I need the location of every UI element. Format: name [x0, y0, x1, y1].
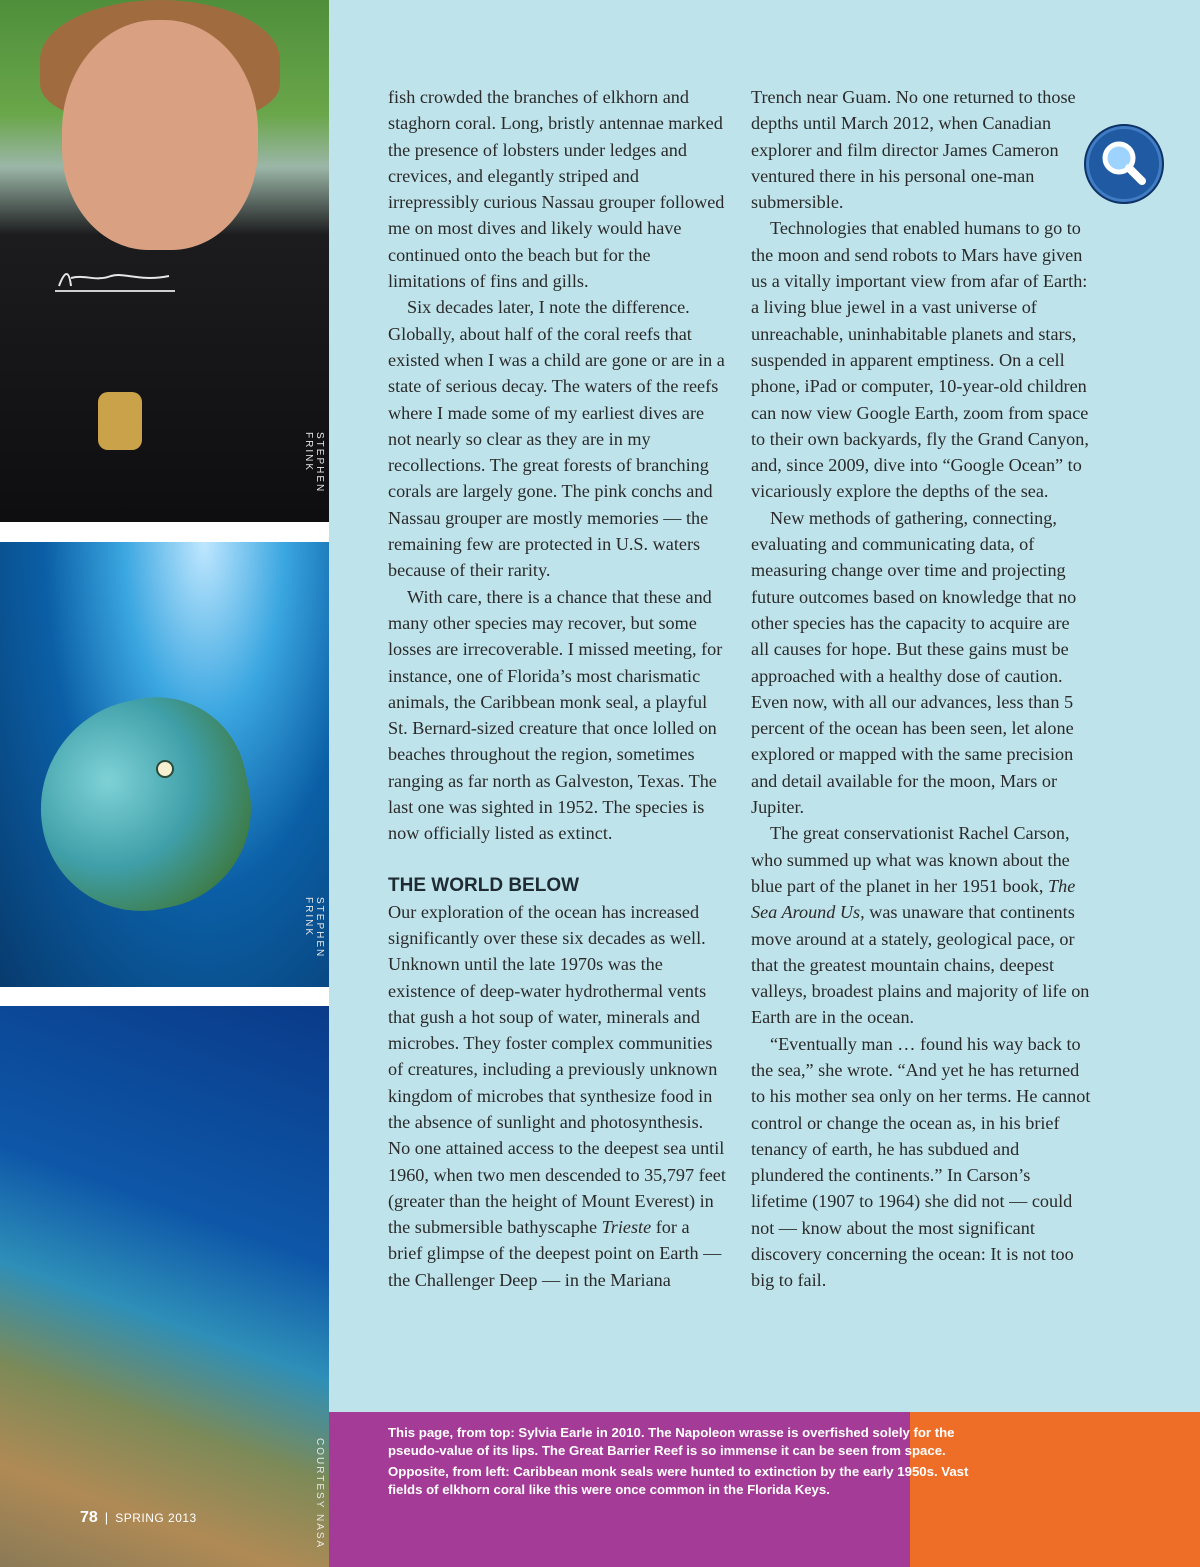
paragraph: Trench near Guam. No one returned to those depths until March 2012, when Canadian explorer and film director James Cameron ventured there in his personal one-man submersible. [751, 87, 1076, 213]
italic-title: Trieste [601, 1217, 652, 1238]
paragraph: Six decades later, I note the difference. Globally, about half of the coral reefs that existed when I was a child are gone or are in a state of serious decay. The waters of the reefs where I made some of my earliest dives are not nearly so clear as they are in my recollections. The great forests of branching corals are largely gone. The pink conchs and Nassau grouper are mostly memories — the remaining few are protected in U.S. waters because of their rarity. [388, 297, 725, 581]
wrasse-eye [156, 760, 174, 778]
article-column-1 [388, 84, 728, 1293]
paragraph [751, 820, 1091, 1030]
paragraph: With care, there is a chance that these and many other species may recover, but some losses are irrecoverable. I missed meeting, for instance, one of Florida’s most charismatic animals, the Caribbean monk seal, a playful St. Bernard-sized creature that once lolled on beaches throughout the region, sometimes ranging as far north as Galveston, Texas. The last one was sighted in 1952. The species is now officially listed as extinct. [388, 586, 723, 844]
paragraph-text: Our exploration of the ocean has increased significantly over these six decades as well. Unknown until the late 1970s was the existence of deep-water hydrothermal vents that gush a hot soup of water, minerals and microbes. They foster complex communities of creatures, including a previously unknown kingdom of microbes that synthesize food in the absence of sunlight and photosynthesis. No one attained access to the deepest sea until 1960, when two men descended to 35,797 feet (greater than the height of Mount Everest) in the submersible bathyscaphe [388, 901, 726, 1238]
wristwatch [98, 392, 142, 450]
issue-label: SPRING 2013 [115, 1511, 197, 1525]
reef-satellite-photo [0, 1006, 329, 1567]
search-icon [1086, 126, 1162, 202]
paragraph: fish crowded the branches of elkhorn and staghorn coral. Long, bristly antennae marked the presence of lobsters under ledges and crevices, and elegantly striped and irrepressibly curious Nassau grouper followed me on most dives and likely would have continued onto the beach but for the limitations of fins and gills. [388, 87, 725, 292]
wetsuit-logo [55, 268, 175, 292]
photo-credit-2: STEPHEN FRINK [303, 897, 325, 959]
photo-column [0, 0, 329, 1567]
search-button[interactable] [1084, 124, 1164, 204]
portrait-photo [0, 0, 329, 522]
caption-this-page: This page, from top: Sylvia Earle in 2010. The Napoleon wrasse is overfished solely for the pseudo-value of its lips. The Great Barrier Reef is so immense it can be seen from space. [388, 1425, 955, 1458]
italic-title: The Sea Around Us, [751, 875, 1076, 923]
paragraph: Technologies that enabled humans to go to the moon and send robots to Mars have given us a vitally important view from afar of Earth: a living blue jewel in a vast universe of unreachable, uninhabitable planets and stars, suspended in apparent emptiness. On a cell phone, iPad or computer, 10-year-old children can now view Google Earth, zoom from space to their own backyards, fly the Grand Canyon, and, since 2009, dive into “Google Ocean” to vicariously explore the depths of the sea. [751, 218, 1089, 502]
paragraph-text: The great conservationist Rachel Carson, who summed up what was known about the blue part of the planet in her 1951 book, [751, 823, 1070, 896]
folio [80, 1509, 197, 1527]
henderson-logo-mark [55, 268, 175, 290]
photo-credit-3: COURTESY NASA [314, 1438, 325, 1550]
paragraph-text: for a brief glimpse of the deepest point on Earth — the Challenger Deep — in the Mariana [388, 1217, 722, 1290]
paragraph-text: was unaware that continents move around at a stately, geological pace, or that the greatest mountain chains, deepest valleys, broadest plains and majority of life on Earth are in the ocean. [751, 902, 1090, 1028]
photo-caption [388, 1424, 988, 1498]
page-number: 78 [80, 1509, 98, 1526]
photo-credit-1: STEPHEN FRINK [303, 432, 325, 494]
paragraph [388, 899, 728, 1293]
portrait-face [62, 20, 258, 250]
section-heading: THE WORLD BELOW [388, 874, 580, 896]
article-column-2 [751, 84, 1091, 1294]
folio-separator: | [104, 1510, 109, 1525]
paragraph: New methods of gathering, connecting, evaluating and communicating data, of measuring change over time and projecting future outcomes based on knowledge that no other species has the capacity to acquire are all causes for hope. But these gains must be approached with a healthy dose of caution. Even now, with all our advances, less than 5 percent of the ocean has been seen, let alone explored or mapped with the same precision and detail available for the moon, Mars or Jupiter. [751, 507, 1077, 818]
caption-opposite: Opposite, from left: Caribbean monk seals were hunted to extinction by the early 1950s. Vast fields of elkhorn coral like this were once common in the Florida Keys. [388, 1464, 969, 1497]
paragraph: “Eventually man … found his way back to the sea,” she wrote. “And yet he has returned to his mother sea only on her terms. He cannot control or change the ocean as, in his brief tenancy of earth, he has subdued and plundered the continents.” In Carson’s lifetime (1907 to 1964) she did not — could not — know about the most significant discovery concerning the ocean: It is not too big to fail. [751, 1033, 1091, 1291]
